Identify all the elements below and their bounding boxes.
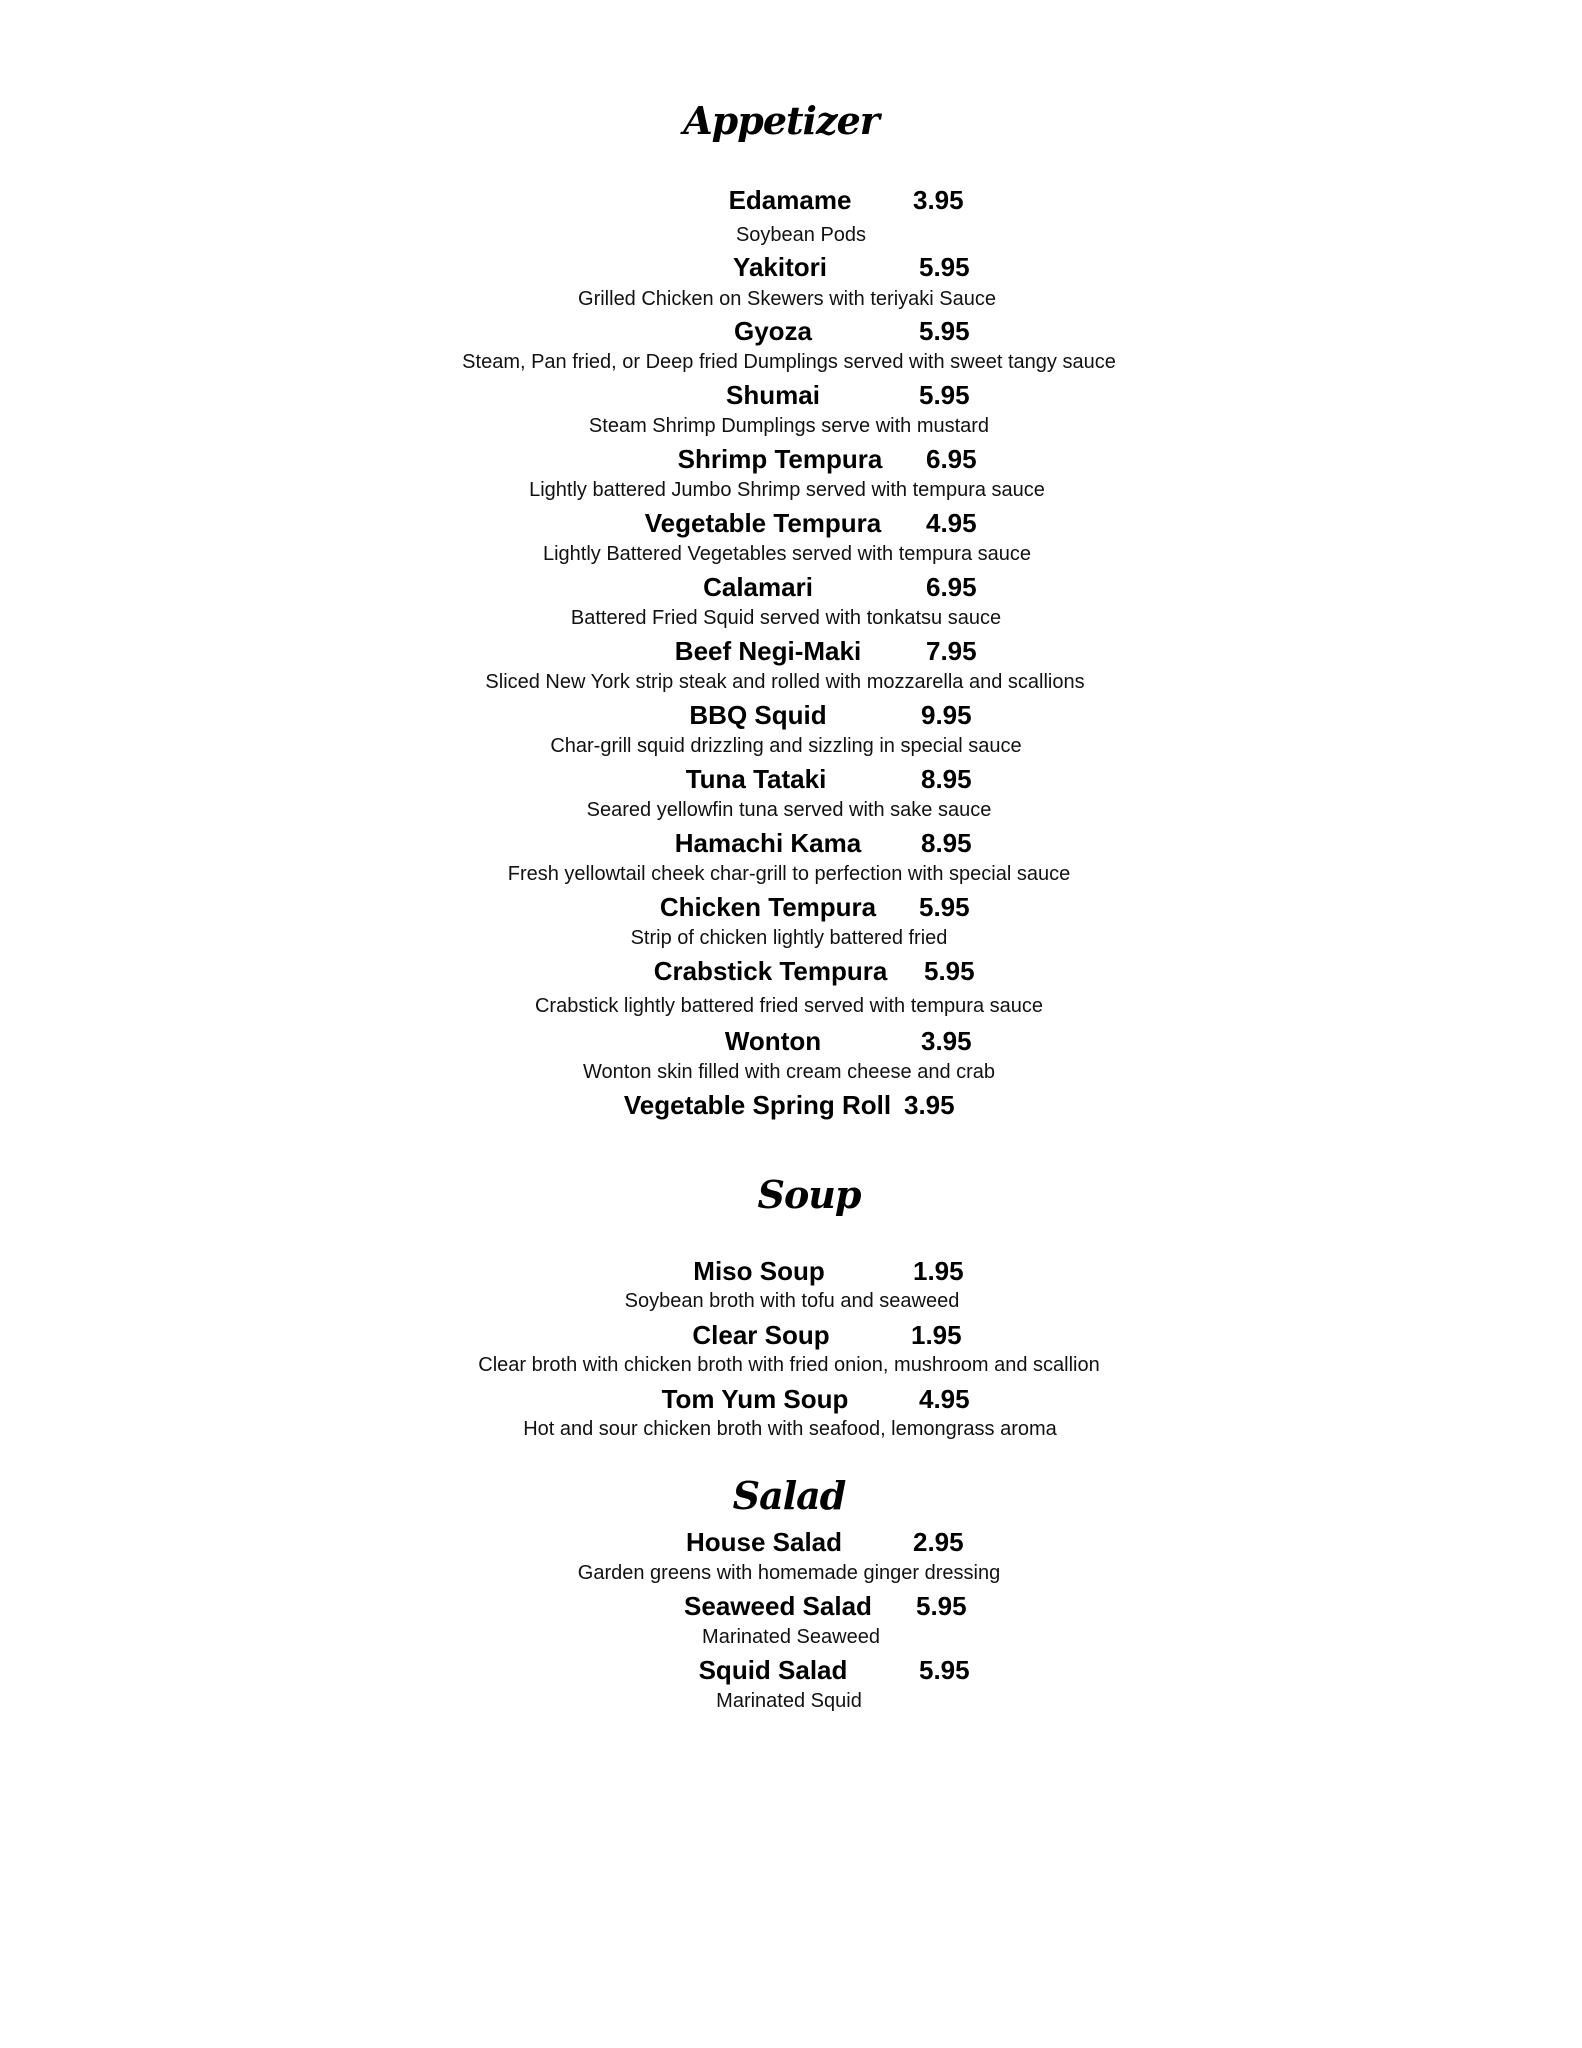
item-description: Wonton skin filled with cream cheese and crab [582,1061,996,1083]
item-description: Lightly battered Jumbo Shrimp served with tempura sauce [529,479,1045,501]
item-description: Grilled Chicken on Skewers with teriyaki Sauce [578,288,996,310]
item-price: 1.95 [911,1320,962,1350]
appetizer-section-title: Appetizer [683,98,879,143]
item-price: 5.95 [916,1591,967,1621]
item-name: Squid Salad [698,1655,848,1685]
item-description: Battered Fried Squid served with tonkatsu sauce [570,607,1002,629]
item-price: 6.95 [926,572,977,602]
item-price: 3.95 [904,1090,955,1120]
item-name: Clear Soup [692,1320,830,1350]
item-description: Hot and sour chicken broth with seafood, lemongrass aroma [523,1418,1057,1440]
item-price: 5.95 [919,316,970,346]
item-price: 3.95 [913,185,964,215]
item-price: 1.95 [913,1256,964,1286]
item-name: House Salad [685,1527,843,1557]
item-name: Vegetable Tempura [644,508,882,538]
item-name: Wonton [724,1026,822,1056]
item-price: 9.95 [921,700,972,730]
item-price: 7.95 [926,636,977,666]
item-name: Tom Yum Soup [661,1384,849,1414]
item-price: 6.95 [926,444,977,474]
item-description: Crabstick lightly battered fried served with tempura sauce [534,995,1043,1017]
item-description: Strip of chicken lightly battered fried [630,927,948,949]
item-name: Crabstick Tempura [653,956,888,986]
item-price: 5.95 [919,1655,970,1685]
item-description: Garden greens with homemade ginger dressing [577,1562,1001,1584]
item-description: Sliced New York strip steak and rolled with mozzarella and scallions [485,671,1085,693]
item-name: Hamachi Kama [674,828,862,858]
item-name: Calamari [703,572,813,602]
item-description: Seared yellowfin tuna served with sake sauce [586,799,992,821]
item-name: Shrimp Tempura [677,444,883,474]
item-name: Vegetable Spring Roll [623,1090,892,1120]
item-price: 4.95 [919,1384,970,1414]
item-description: Lightly Battered Vegetables served with tempura sauce [542,543,1032,565]
item-price: 3.95 [921,1026,972,1056]
soup-section-title: Soup [757,1172,861,1217]
item-name: BBQ Squid [689,700,827,730]
item-description: Soybean Pods [735,224,867,246]
item-description: Steam Shrimp Dumplings serve with mustard [588,415,990,437]
item-name: Shumai [726,380,820,410]
item-description: Marinated Squid [716,1690,862,1712]
item-name: Seaweed Salad [684,1591,872,1621]
item-name: Beef Negi-Maki [674,636,862,666]
item-price: 8.95 [921,828,972,858]
item-description: Char-grill squid drizzling and sizzling in special sauce [550,735,1022,757]
item-description: Clear broth with chicken broth with fried onion, mushroom and scallion [478,1354,1100,1376]
item-price: 4.95 [926,508,977,538]
item-price: 5.95 [919,380,970,410]
item-name: Gyoza [733,316,813,346]
salad-section-title: Salad [732,1473,846,1518]
item-description: Steam, Pan fried, or Deep fried Dumplings served with sweet tangy sauce [462,351,1116,373]
item-price: 2.95 [913,1527,964,1557]
item-description: Fresh yellowtail cheek char-grill to perfection with special sauce [507,863,1071,885]
item-description: Marinated Seaweed [702,1626,880,1648]
item-price: 5.95 [919,252,970,282]
item-description: Soybean broth with tofu and seaweed [624,1290,960,1312]
item-price: 5.95 [919,892,970,922]
item-name: Miso Soup [693,1256,825,1286]
item-name: Tuna Tataki [685,764,827,794]
item-name: Yakitori [733,252,827,282]
item-name: Edamame [728,185,852,215]
item-name: Chicken Tempura [659,892,877,922]
item-price: 5.95 [924,956,975,986]
item-price: 8.95 [921,764,972,794]
